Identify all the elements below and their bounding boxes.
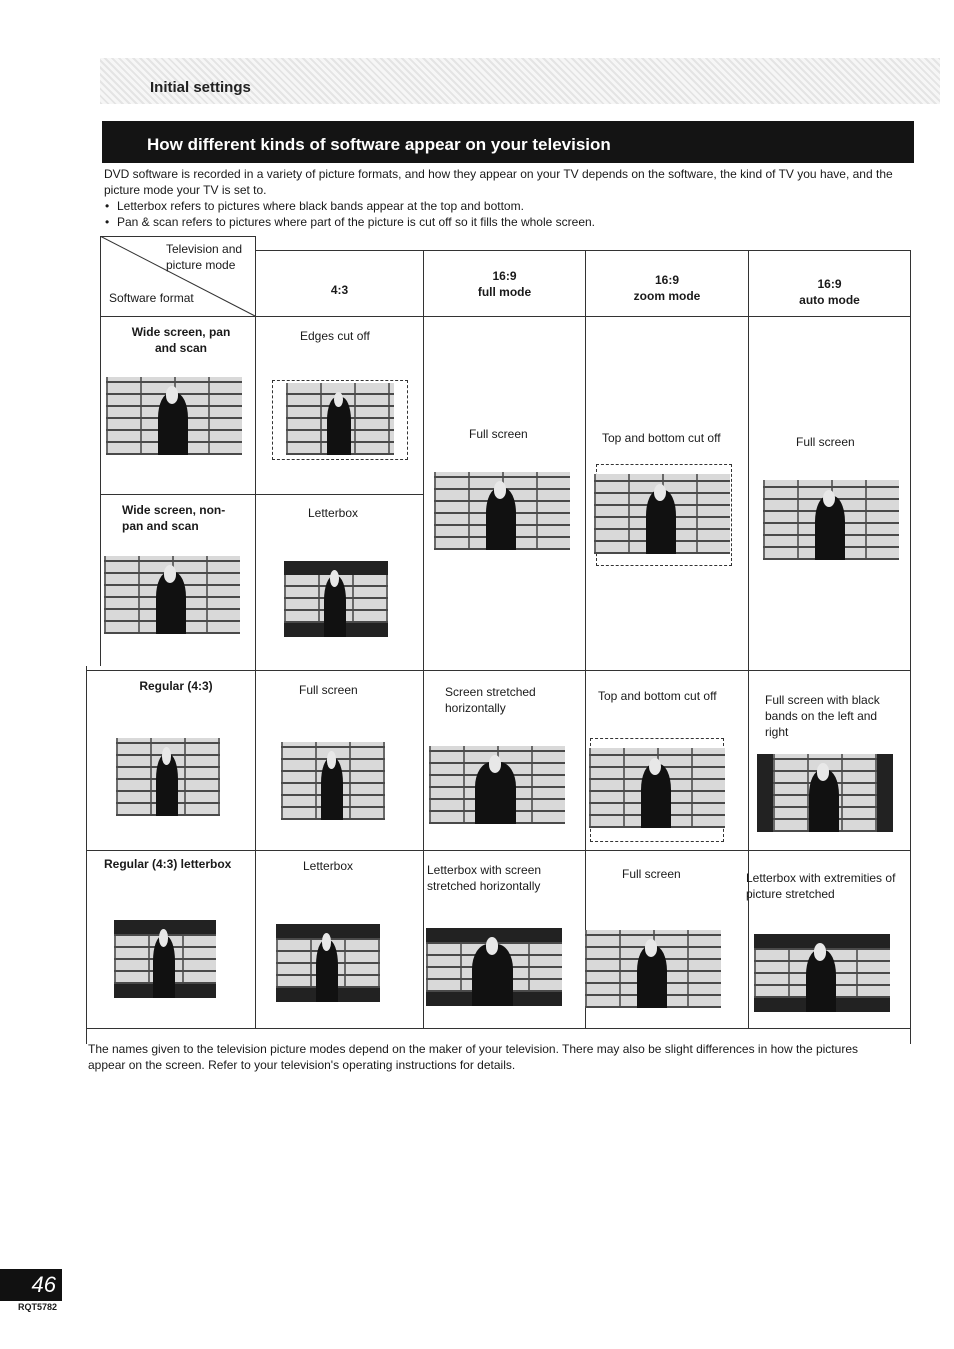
cell-text: Full screen <box>622 867 681 881</box>
picture-letterbox <box>284 561 388 637</box>
col-header-auto-l2: auto mode <box>799 293 860 307</box>
col-header-4-3: 4:3 <box>330 283 349 297</box>
picture-auto <box>763 480 899 560</box>
format-table <box>86 236 911 1044</box>
bullet-letterbox: • Letterbox refers to pictures where black bands appear at the top and bottom. <box>104 198 912 214</box>
picture-regular-source <box>116 738 220 816</box>
intro-bullets <box>104 198 912 230</box>
row-label-wide-pan-scan: Wide screen, pan and scan <box>131 325 231 355</box>
row-divider <box>86 850 911 851</box>
corner-top-label: Television and picture mode <box>166 242 243 272</box>
cell-text: Full screen with black bands on the left and right <box>765 693 880 739</box>
picture-stretched <box>429 746 565 824</box>
cell-text: Edges cut off <box>300 329 370 343</box>
column-divider <box>585 250 586 1028</box>
table-border <box>910 250 911 1044</box>
table-border <box>86 666 87 1044</box>
cell-text: Letterbox with extremities of picture stretched <box>746 871 896 901</box>
col-header-full-l2: full mode <box>477 285 532 299</box>
cell-text: Letterbox <box>308 506 359 520</box>
col-header-zoom-l1: 16:9 <box>654 273 680 287</box>
picture-letterbox-stretched <box>426 928 562 1006</box>
table-border <box>255 250 911 251</box>
intro-text: DVD software is recorded in a variety of picture formats, and how they appear on your TV depends on the software, the kind of TV you have, and the picture mode your TV is set to. <box>104 167 893 197</box>
section-title: Initial settings <box>150 79 251 96</box>
page-title: How different kinds of software appear on your television <box>102 121 914 163</box>
row-divider <box>100 494 423 495</box>
picture-wide-nonpan-source <box>104 556 240 634</box>
row-divider <box>86 670 911 671</box>
corner-bottom-label: Software format <box>109 291 194 305</box>
bullet-pan-scan: • Pan & scan refers to pictures where part of the picture is cut off so it fills the whole screen. <box>104 214 912 230</box>
row-label-regular: Regular (4:3) <box>139 679 213 693</box>
cell-text: Letterbox with screen stretched horizontally <box>427 863 542 893</box>
picture-edges-cut <box>286 383 394 455</box>
picture-regular-4-3 <box>281 742 385 820</box>
cell-text: Screen stretched horizontally <box>445 685 536 715</box>
page-number: 46 <box>0 1269 62 1301</box>
col-header-zoom-l2: zoom mode <box>633 289 701 303</box>
picture-wide-source <box>106 377 242 455</box>
column-divider <box>255 236 256 1028</box>
row-label-regular-letterbox: Regular (4:3) letterbox <box>104 857 232 871</box>
cell-text-shared: Top and bottom cut off <box>602 431 721 445</box>
column-divider <box>748 250 749 1028</box>
picture-full-screen <box>434 472 570 550</box>
model-code: RQT5782 <box>18 1302 58 1312</box>
col-header-full-l1: 16:9 <box>492 269 517 283</box>
intro <box>104 166 912 230</box>
picture-zoom <box>594 474 730 554</box>
picture-letterbox-full <box>585 930 721 1008</box>
picture-regular-letterbox-source <box>114 920 216 998</box>
footnote: The names given to the television picture modes depend on the maker of your television. There may also be slight differences in how the pictures appear on the screen. Refer to your television's operating instructions for details. <box>88 1042 858 1072</box>
cell-text: Full screen <box>299 683 358 697</box>
cell-text-shared: Full screen <box>796 435 855 449</box>
picture-letterbox-4-3 <box>276 924 380 1002</box>
cell-text: Letterbox <box>303 859 354 873</box>
picture-top-bottom-cut <box>589 748 725 828</box>
table-border <box>86 1028 911 1029</box>
cell-text-shared: Full screen <box>469 427 528 441</box>
column-divider <box>423 250 424 1028</box>
row-label-wide-non-pan: Wide screen, non-pan and scan <box>122 503 226 533</box>
picture-letterbox-extremities <box>754 934 890 1012</box>
cell-text: Top and bottom cut off <box>598 689 717 703</box>
picture-pillarbox <box>757 754 893 832</box>
col-header-auto-l1: 16:9 <box>817 277 842 291</box>
